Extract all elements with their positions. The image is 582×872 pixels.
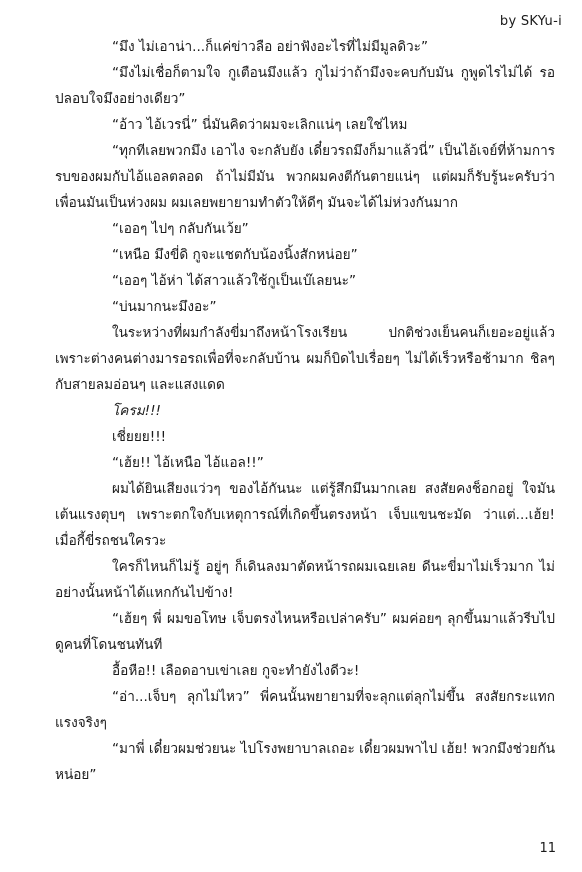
sound-effect: โครม!!!: [112, 403, 162, 419]
paragraph: ผมได้ยินเสียงแว่วๆ ของไอ้กันนะ แต่รู้สึกมึนมากเลย สงสัยคงช็อกอยู่ ใจมันเต้นแรงตุบๆ เพราะตกใจกับเหตุการณ์ที่เกิดขึ้นตรงหน้า เจ็บแขนชะมัด ว่าแต่...เฮ้ย! เมื่อกี้ขี่รถชนใครวะ: [55, 481, 555, 549]
paragraph: “ทุกทีเลยพวกมึง เอาไง จะกลับยัง เดี๋ยวรถมึงก็มาแล้วนี่” เป็นไอ้เจย์ที่ห้ามการรบของผมกับไอ้แอลตลอด ถ้าไม่มีมัน พวกผมคงตีกันตายแน่ๆ แต่ผมก็รับรู้นะครับว่าเพื่อนมันเป็นห่วงผม ผมเลยพยายามทำตัวให้ดีๆ มันจะได้ไม่ห่วงกันมาก: [55, 143, 555, 211]
body-text: [55, 34, 555, 788]
paragraph: อื้อหือ!! เลือดอาบเข่าเลย กูจะทำยังไงดีวะ!: [112, 663, 360, 679]
paragraph: “อ่า...เจ็บๆ ลุกไม่ไหว” พี่คนนั้นพยายามที่จะลุกแต่ลุกไม่ขึ้น สงสัยกระแทกแรงจริงๆ: [55, 689, 555, 731]
paragraph: ใครก็ไหนก็ไม่รู้ อยู่ๆ ก็เดินลงมาตัดหน้ารถผมเฉยเลย ดีนะขี่มาไม่เร็วมาก ไม่อย่างนั้นหน้าได้แหกกันไปข้าง!: [55, 559, 555, 601]
paragraph: “เออๆ ไอ้ห่า ได้สาวแล้วใช้กูเป็นเบ๊เลยนะ”: [112, 273, 357, 289]
paragraph: “เฮ้ยๆ พี่ ผมขอโทษ เจ็บตรงไหนหรือเปล่าครับ” ผมค่อยๆ ลุกขึ้นมาแล้วรีบไปดูคนที่โดนชนทันที: [55, 611, 555, 653]
paragraph: “เฮ้ย!! ไอ้เหนือ ไอ้แอล!!”: [112, 455, 264, 471]
author-header: by SKYu-i: [499, 14, 562, 29]
paragraph: เชี่ยยย!!!: [112, 429, 167, 445]
paragraph: “มึง ไม่เอาน่า...ก็แค่ข่าวลือ อย่าฟังอะไรที่ไม่มีมูลดิวะ”: [112, 39, 428, 55]
paragraph: “เออๆ ไปๆ กลับกันเว้ย”: [112, 221, 249, 237]
paragraph: “มาพี่ เดี๋ยวผมช่วยนะ ไปโรงพยาบาลเถอะ เดี๋ยวผมพาไป เฮ้ย! พวกมึงช่วยกันหน่อย”: [55, 741, 556, 783]
paragraph: ในระหว่างที่ผมกำลังขี่มาถึงหน้าโรงเรียน ปกติช่วงเย็นคนก็เยอะอยู่แล้ว เพราะต่างคนต่างมารอรถเพื่อที่จะกลับบ้าน ผมก็บิดไปเรื่อยๆ ไม่ได้เร็วหรือช้ามาก ชิลๆ กับสายลมอ่อนๆ และแสงแดด: [55, 325, 555, 393]
paragraph: “อ้าว ไอ้เวรนี่” นี่มันคิดว่าผมจะเลิกแน่ๆ เลยใช่ไหม: [112, 117, 408, 133]
paragraph: “บ่นมากนะมึงอะ”: [112, 299, 217, 315]
paragraph: “เหนือ มึงขี่ดิ กูจะแชตกับน้องนิ้งสักหน่อย”: [112, 247, 358, 263]
page-number: 11: [539, 841, 556, 856]
paragraph: “มึงไม่เชื่อก็ตามใจ กูเตือนมึงแล้ว กูไม่ว่าถ้ามึงจะคบกับมัน กูพูดไรไม่ได้ รอปลอบใจมึงอย่างเดียว”: [55, 65, 555, 107]
